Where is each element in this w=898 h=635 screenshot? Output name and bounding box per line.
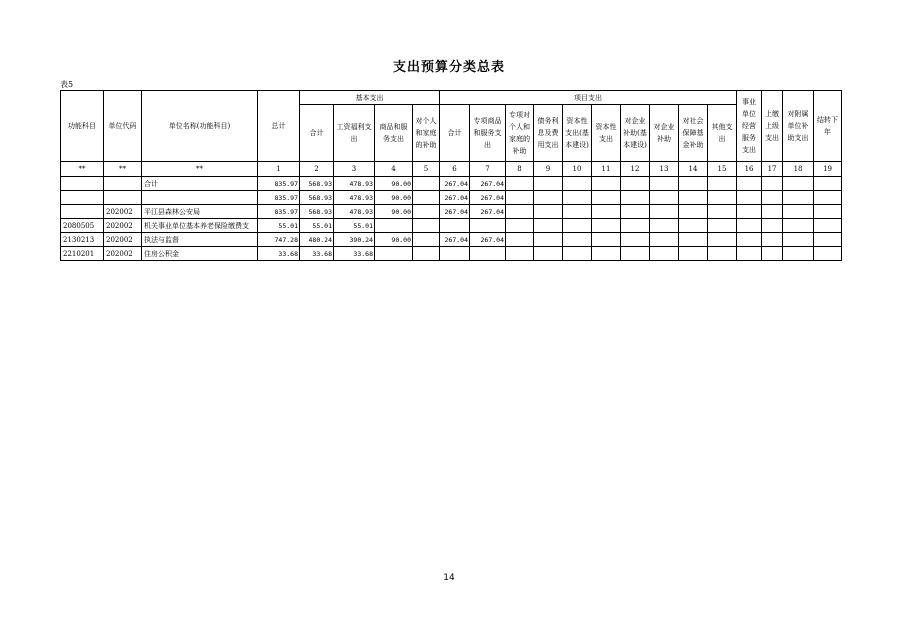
table-cell: 478.93 (334, 177, 375, 191)
table-row (61, 205, 842, 219)
column-index-cell: 18 (783, 162, 814, 177)
header-basic-sub: 商品和服务支出 (375, 105, 413, 162)
table-cell (440, 247, 470, 261)
table-cell (61, 191, 104, 205)
table-cell (621, 205, 650, 219)
column-index-cell: 15 (708, 162, 737, 177)
budget-table (60, 90, 842, 261)
table-cell (679, 191, 708, 205)
table-cell (506, 177, 534, 191)
table-cell (650, 205, 679, 219)
column-index-cell: 4 (375, 162, 413, 177)
table-cell (506, 205, 534, 219)
table-cell: 568.93 (300, 205, 334, 219)
table-cell (104, 191, 142, 205)
page-number: 14 (443, 573, 455, 583)
header-project-sub: 专项商品和服务支出 (470, 105, 506, 162)
table-cell: 267.04 (470, 191, 506, 205)
table-cell: 390.24 (334, 233, 375, 247)
table-cell: 平江县森林公安局 (142, 205, 258, 219)
table-cell (650, 219, 679, 233)
header-basic-sub: 合计 (300, 105, 334, 162)
column-index-cell: 1 (258, 162, 300, 177)
column-index-cell: 14 (679, 162, 708, 177)
table-cell (534, 205, 563, 219)
column-index-cell: 19 (814, 162, 842, 177)
table-cell: 267.04 (440, 177, 470, 191)
table-cell (563, 219, 592, 233)
table-cell (783, 219, 814, 233)
table-cell: 90.00 (375, 177, 413, 191)
column-index-row (61, 162, 842, 177)
header-project: 项目支出 (440, 91, 737, 105)
table-cell: 2080505 (61, 219, 104, 233)
table-cell (470, 247, 506, 261)
table-cell (762, 219, 783, 233)
table-cell: 住房公积金 (142, 247, 258, 261)
table-cell: 执法与监督 (142, 233, 258, 247)
table-cell (679, 247, 708, 261)
table-cell (440, 219, 470, 233)
table-cell (413, 219, 440, 233)
table-cell (650, 177, 679, 191)
table-row (61, 177, 842, 191)
table-cell (534, 177, 563, 191)
table-cell (592, 247, 621, 261)
table-cell (592, 219, 621, 233)
table-cell (61, 205, 104, 219)
table-cell (650, 191, 679, 205)
table-cell: 267.04 (440, 205, 470, 219)
table-cell (708, 233, 737, 247)
table-cell (783, 191, 814, 205)
table-cell (592, 205, 621, 219)
table-cell: 267.04 (440, 233, 470, 247)
table-cell (708, 205, 737, 219)
table-cell (104, 177, 142, 191)
header-unit-code: 单位代码 (104, 91, 142, 162)
header-total: 总计 (258, 91, 300, 162)
table-cell (375, 219, 413, 233)
table-cell (814, 233, 842, 247)
header-project-sub: 对社会保障基金补助 (679, 105, 708, 162)
table-cell: 202002 (104, 219, 142, 233)
table-cell (762, 233, 783, 247)
column-index-cell: 8 (506, 162, 534, 177)
table-cell (621, 233, 650, 247)
table-cell: 33.68 (258, 247, 300, 261)
table-cell: 478.93 (334, 191, 375, 205)
header-basic: 基本支出 (300, 91, 440, 105)
table-cell: 55.01 (334, 219, 375, 233)
table-cell (142, 191, 258, 205)
table-cell (679, 233, 708, 247)
column-index-cell: ** (104, 162, 142, 177)
header-upper-payment: 上缴上级支出 (762, 91, 783, 162)
table-cell: 2210201 (61, 247, 104, 261)
table-cell (708, 219, 737, 233)
column-index-cell: 6 (440, 162, 470, 177)
table-cell (762, 177, 783, 191)
column-index-cell: 2 (300, 162, 334, 177)
table-cell (506, 233, 534, 247)
column-index-cell: ** (61, 162, 104, 177)
table-cell (621, 177, 650, 191)
table-row (61, 191, 842, 205)
page-title: 支出预算分类总表 (392, 60, 505, 75)
table-cell (783, 177, 814, 191)
column-index-cell: 13 (650, 162, 679, 177)
table-cell: 90.00 (375, 191, 413, 205)
table-cell (563, 205, 592, 219)
column-index-cell: 3 (334, 162, 375, 177)
table-cell (737, 247, 762, 261)
table-cell (506, 219, 534, 233)
table-cell: 835.97 (258, 205, 300, 219)
table-cell: 267.04 (470, 205, 506, 219)
table-cell (506, 247, 534, 261)
table-cell: 合计 (142, 177, 258, 191)
column-index-cell: 17 (762, 162, 783, 177)
table-cell: 33.68 (300, 247, 334, 261)
table-cell: 568.93 (300, 177, 334, 191)
table-cell: 747.28 (258, 233, 300, 247)
column-index-cell: 10 (563, 162, 592, 177)
table-cell: 55.01 (258, 219, 300, 233)
column-index-cell: ** (142, 162, 258, 177)
table-cell: 90.00 (375, 233, 413, 247)
column-index-cell: 9 (534, 162, 563, 177)
table-cell (413, 233, 440, 247)
column-index-cell: 7 (470, 162, 506, 177)
table-cell (413, 177, 440, 191)
table-cell (621, 219, 650, 233)
table-cell (621, 191, 650, 205)
table-cell: 90.00 (375, 205, 413, 219)
table-cell (762, 191, 783, 205)
column-index-cell: 11 (592, 162, 621, 177)
table-cell: 267.04 (440, 191, 470, 205)
table-cell (470, 219, 506, 233)
header-project-sub: 其他支出 (708, 105, 737, 162)
header-project-sub: 资本性支出 (592, 105, 621, 162)
table-cell (814, 219, 842, 233)
table-cell: 478.93 (334, 205, 375, 219)
column-index-cell: 12 (621, 162, 650, 177)
table-cell (506, 191, 534, 205)
header-public-institution-ops: 事业单位经营服务支出 (737, 91, 762, 162)
header-project-sub: 债务利息及费用支出 (534, 105, 563, 162)
table-cell (708, 191, 737, 205)
table-cell: 机关事业单位基本养老保险缴费支 (142, 219, 258, 233)
table-cell (737, 233, 762, 247)
header-affiliate-subsidy: 对附属单位补助支出 (783, 91, 814, 162)
table-cell (814, 191, 842, 205)
table-cell: 202002 (104, 205, 142, 219)
table-cell (708, 177, 737, 191)
table-cell (650, 233, 679, 247)
table-cell (814, 247, 842, 261)
table-cell (413, 205, 440, 219)
table-cell (762, 247, 783, 261)
table-cell (737, 205, 762, 219)
table-cell (783, 233, 814, 247)
table-cell (61, 177, 104, 191)
table-cell (679, 219, 708, 233)
table-cell: 568.93 (300, 191, 334, 205)
table-cell: 55.01 (300, 219, 334, 233)
table-cell (708, 247, 737, 261)
table-cell (534, 219, 563, 233)
header-unit-name: 单位名称(功能科目) (142, 91, 258, 162)
table-cell (592, 177, 621, 191)
table-cell: 2130213 (61, 233, 104, 247)
header-project-sub: 对企业补助(基本建设) (621, 105, 650, 162)
header-carryover: 结转下年 (814, 91, 842, 162)
table-cell (783, 205, 814, 219)
table-cell (592, 191, 621, 205)
table-cell: 480.24 (300, 233, 334, 247)
table-row (61, 247, 842, 261)
table-cell: 202002 (104, 247, 142, 261)
header-basic-sub: 对个人和家庭的补助 (413, 105, 440, 162)
table-cell (737, 219, 762, 233)
table-row (61, 233, 842, 247)
table-cell (413, 247, 440, 261)
table-cell (650, 247, 679, 261)
table-cell: 267.04 (470, 233, 506, 247)
column-index-cell: 16 (737, 162, 762, 177)
header-basic-sub: 工资福利支出 (334, 105, 375, 162)
table-number: 表5 (60, 80, 74, 89)
table-cell (592, 233, 621, 247)
column-index-cell: 5 (413, 162, 440, 177)
table-cell (679, 205, 708, 219)
table-cell: 267.04 (470, 177, 506, 191)
header-project-sub: 专项对个人和家庭的补助 (506, 105, 534, 162)
table-cell (534, 233, 563, 247)
header-project-sub: 对企业补助 (650, 105, 679, 162)
header-project-sub: 合计 (440, 105, 470, 162)
table-cell (534, 247, 563, 261)
table-cell: 202002 (104, 233, 142, 247)
table-cell (737, 177, 762, 191)
table-row (61, 219, 842, 233)
header-project-sub: 资本性支出(基本建设) (563, 105, 592, 162)
table-cell (563, 177, 592, 191)
table-cell (814, 205, 842, 219)
table-cell (375, 247, 413, 261)
table-cell (814, 177, 842, 191)
table-cell (563, 247, 592, 261)
table-cell: 835.97 (258, 191, 300, 205)
table-cell (563, 233, 592, 247)
header-func-code: 功能科目 (61, 91, 104, 162)
table-cell (534, 191, 563, 205)
table-cell (762, 205, 783, 219)
table-cell: 835.97 (258, 177, 300, 191)
table-cell (737, 191, 762, 205)
table-cell (783, 247, 814, 261)
table-cell: 33.68 (334, 247, 375, 261)
table-cell (413, 191, 440, 205)
table-cell (563, 191, 592, 205)
table-cell (679, 177, 708, 191)
table-cell (621, 247, 650, 261)
